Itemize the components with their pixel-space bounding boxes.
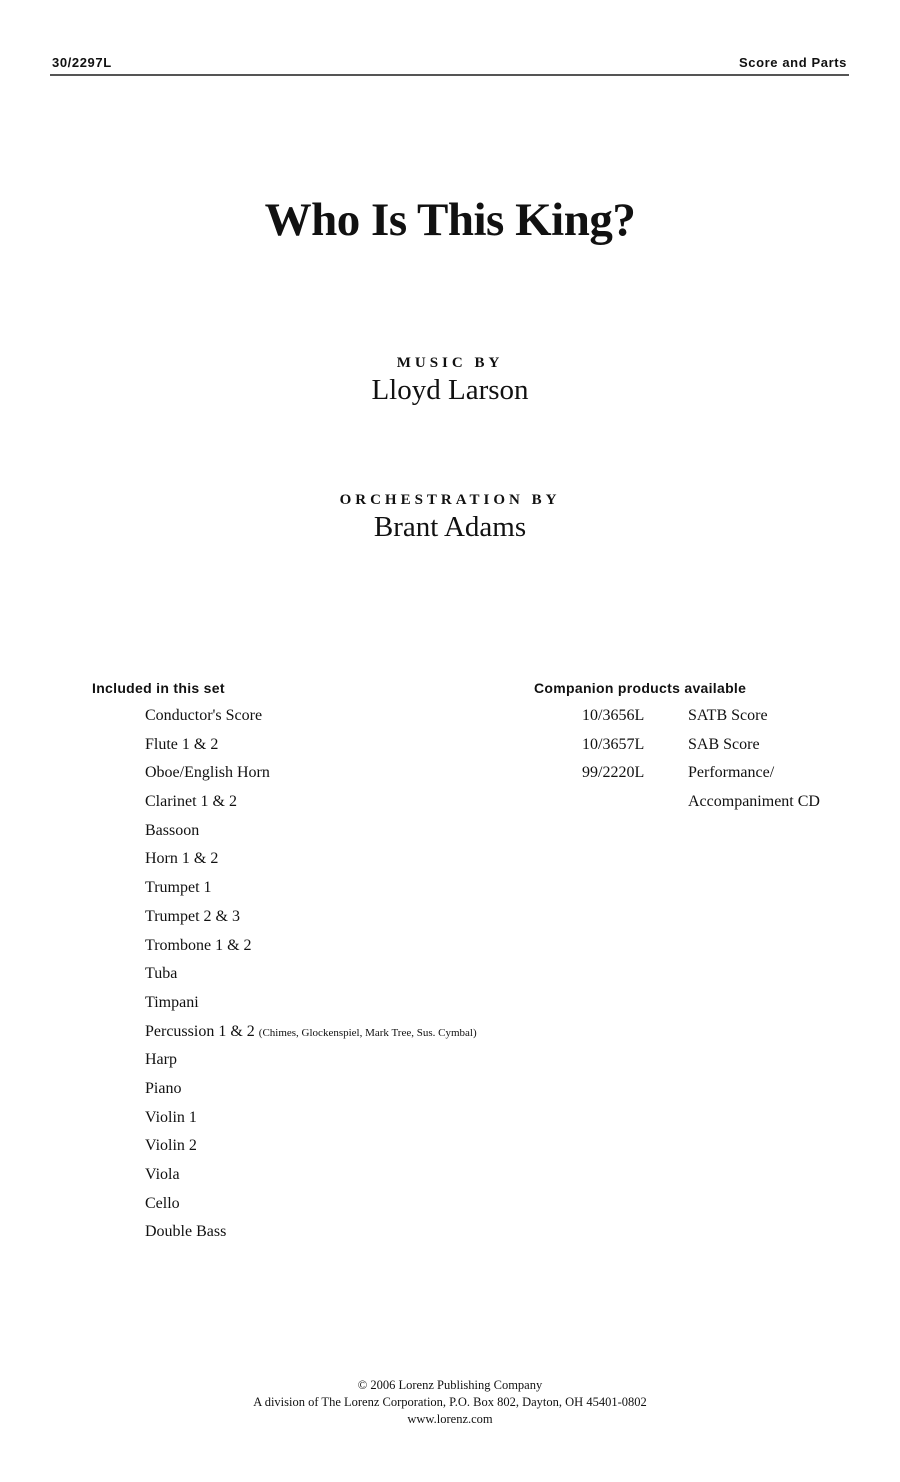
part-item: Violin 1 [145, 1108, 197, 1126]
part-item: Piano [145, 1079, 182, 1097]
product-code: 10/3657L [582, 735, 645, 753]
product-description: Accompaniment CD [688, 793, 820, 811]
orchestrator-name: Brant Adams [373, 511, 527, 543]
part-item: Trumpet 2 & 3 [145, 907, 240, 925]
publisher-footer [0, 1377, 900, 1428]
part-item: Trumpet 1 [145, 879, 212, 897]
part-item: Double Bass [145, 1223, 227, 1241]
edition-label: Score and Parts [739, 55, 847, 70]
part-item: Violin 2 [145, 1137, 197, 1155]
part-item: Flute 1 & 2 [145, 735, 219, 753]
page-title: Who Is This King? [264, 194, 636, 246]
part-item-percussion-label: Percussion 1 & 2 [145, 1022, 255, 1040]
part-item: Tuba [145, 965, 178, 983]
orchestration-by-label: ORCHESTRATION BY [339, 492, 561, 508]
percussion-note: (Chimes, Glockenspiel, Mark Tree, Sus. Cymbal) [258, 1026, 477, 1039]
companion-heading: Companion products available [534, 680, 747, 696]
parts-list [145, 704, 477, 1249]
product-description: Performance/ [688, 764, 775, 782]
copyright-line: © 2006 Lorenz Publishing Company [357, 1378, 543, 1392]
part-item: Bassoon [145, 821, 200, 839]
part-item: Clarinet 1 & 2 [145, 793, 237, 811]
division-line: A division of The Lorenz Corporation, P.O. Box 802, Dayton, OH 45401-0802 [253, 1395, 647, 1409]
composer-name: Lloyd Larson [371, 374, 529, 406]
page-header [50, 54, 849, 76]
part-item: Conductor's Score [145, 707, 263, 724]
website-line: www.lorenz.com [407, 1412, 493, 1426]
part-item: Harp [145, 1051, 177, 1069]
music-by-label: MUSIC BY [396, 355, 504, 371]
part-item-percussion [145, 1020, 477, 1049]
included-heading: Included in this set [92, 680, 225, 696]
product-code: 99/2220L [582, 764, 645, 782]
part-item: Cello [145, 1194, 180, 1212]
product-description: SAB Score [688, 735, 760, 753]
part-item: Timpani [145, 993, 199, 1011]
part-item: Viola [145, 1166, 180, 1183]
part-item: Horn 1 & 2 [145, 850, 219, 868]
catalog-number: 30/2297L [52, 55, 112, 70]
product-description: SATB Score [688, 707, 768, 724]
part-item: Trombone 1 & 2 [145, 936, 252, 954]
part-item: Oboe/English Horn [145, 764, 270, 782]
product-code: 10/3656L [582, 707, 645, 724]
